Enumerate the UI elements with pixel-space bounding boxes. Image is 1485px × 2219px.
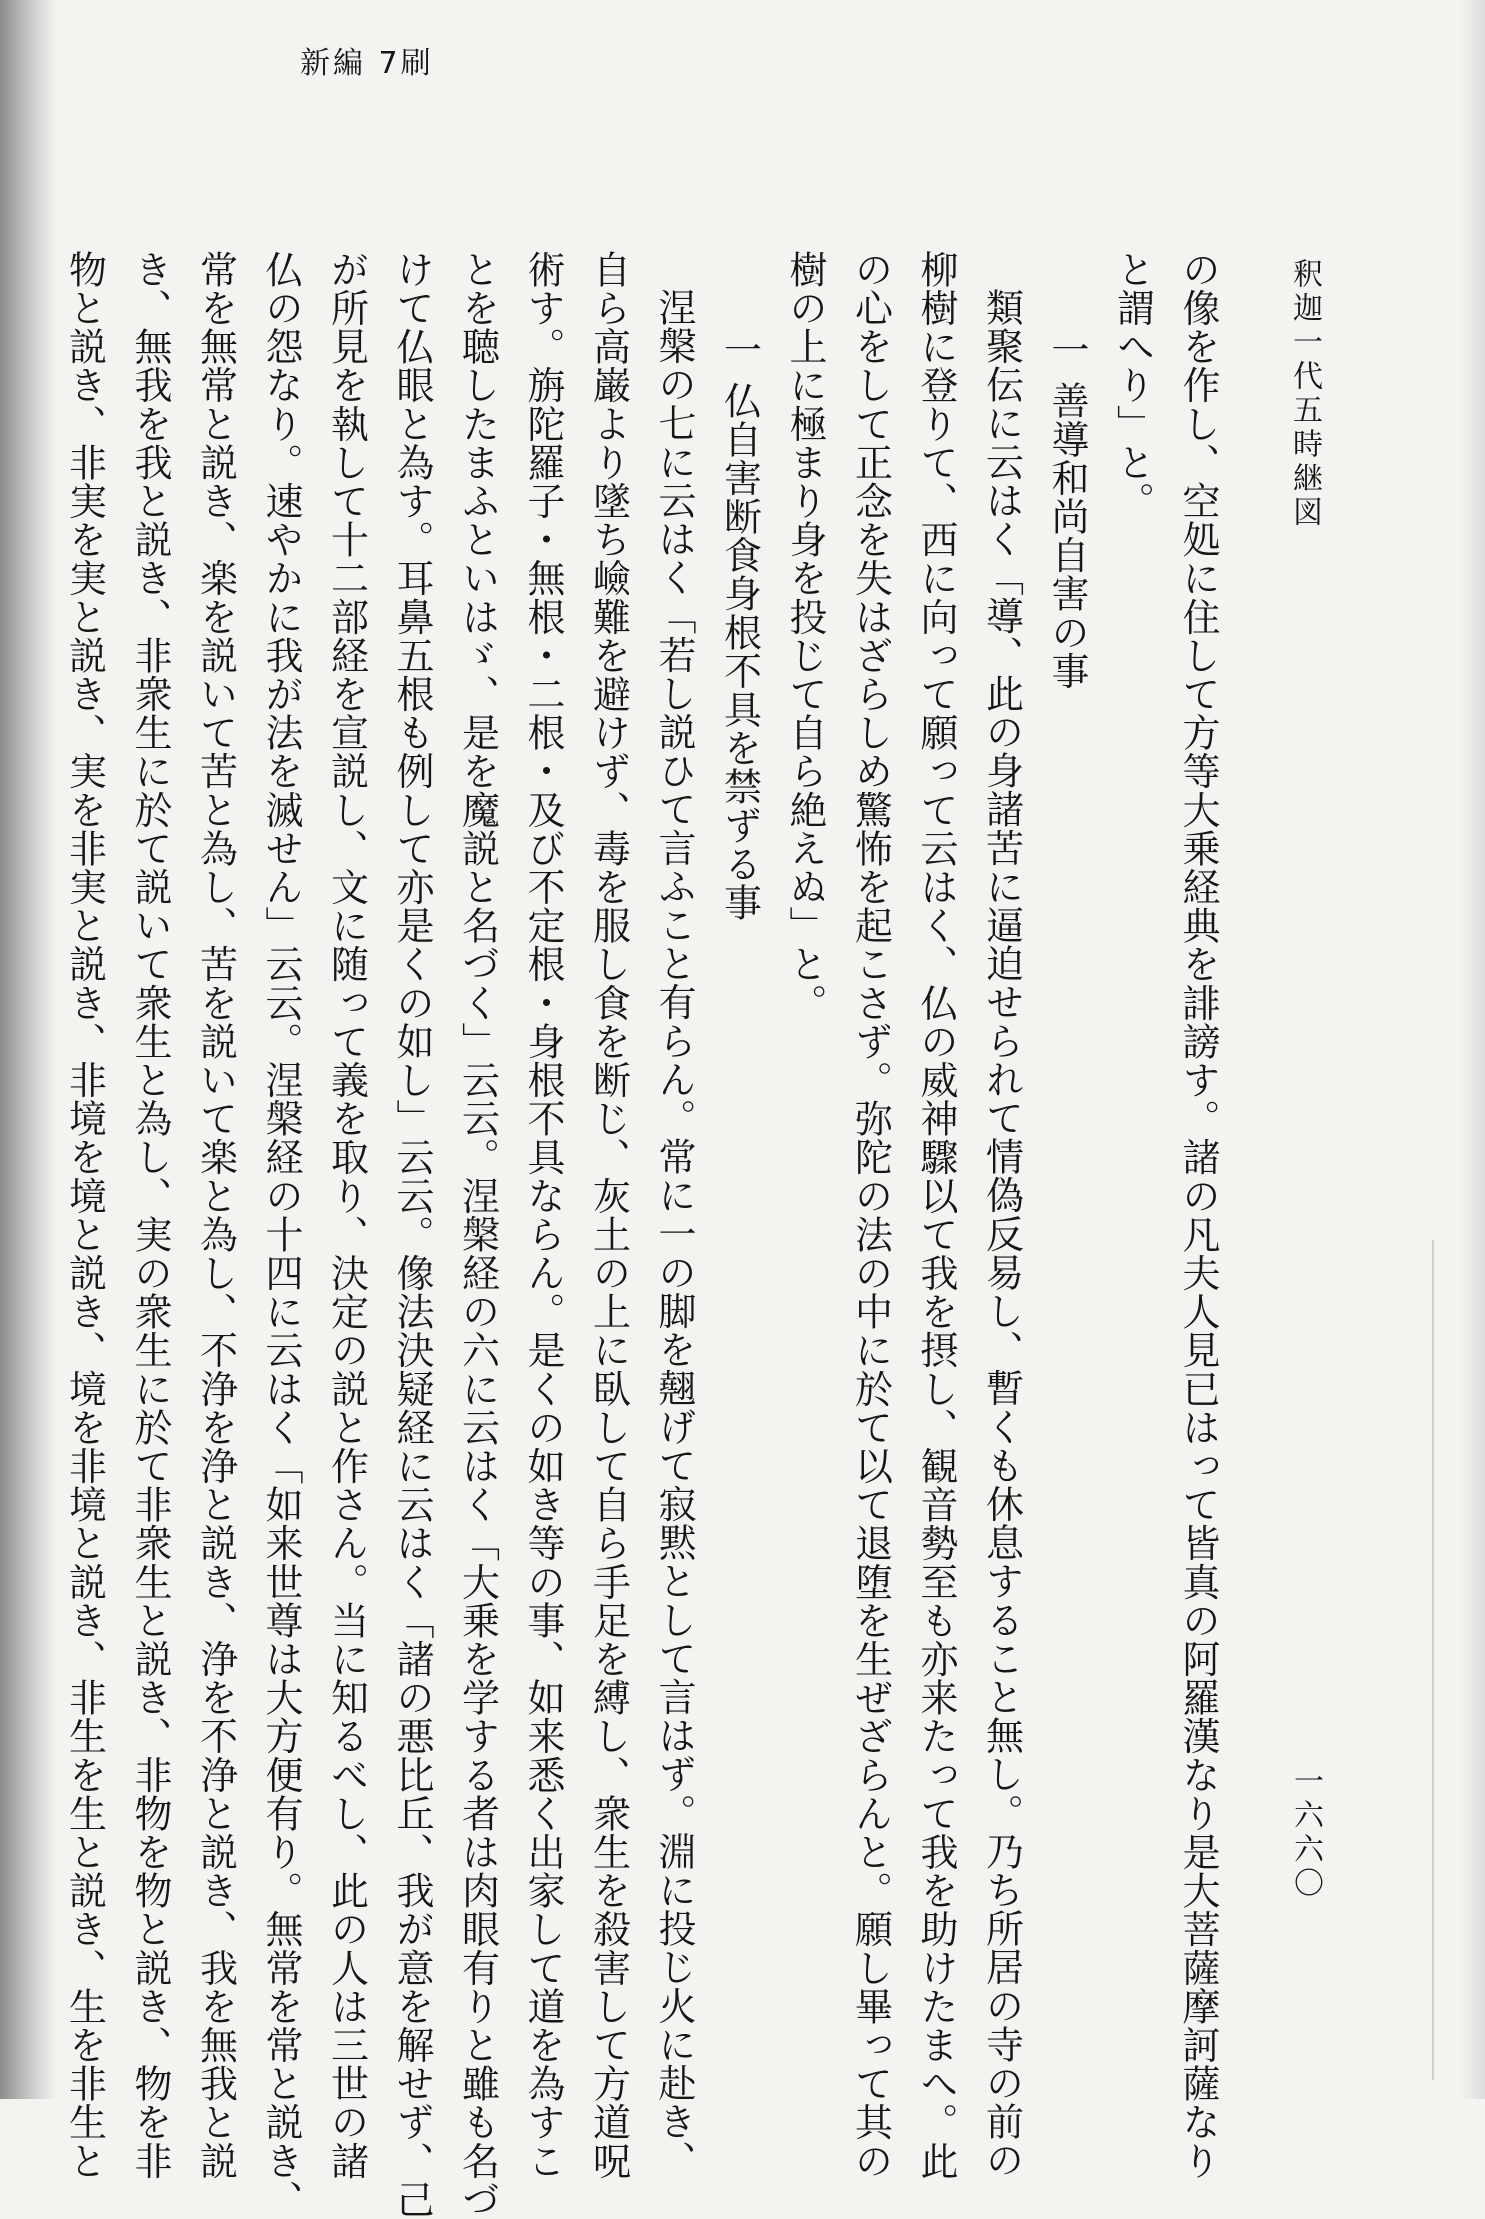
text-line: けて仏眼と為す。耳鼻五根も例して亦是くの如し」云云。像法決疑経に云はく「諸の悪比丘、我が意を解せず、己	[390, 250, 434, 2219]
text-line: き、無我を我と説き、非衆生に於て説いて衆生と為し、実の衆生に於て非衆生と説き、非物を物と説き、物を非	[128, 250, 172, 2180]
page-edge-line	[1432, 1240, 1434, 2080]
text-line: 柳樹に登りて、西に向って願って云はく、仏の威神驟以て我を摂し、観音勢至も亦来たって我を助けたまへ。此	[914, 250, 958, 2180]
text-line: の心をして正念を失はざらしめ驚怖を起こさず。弥陀の法の中に於て以て退堕を生ぜざらんと。願し畢って其の	[848, 250, 893, 2180]
text-line: が所見を執して十二部経を宣説し、文に随って義を取り、決定の説と作さん。当に知るべし、此の人は三世の諸	[324, 250, 369, 2180]
text-line: 類聚伝に云はく「導、此の身諸苦に逼迫せられて情偽反易し、暫くも休息すること無し。乃ち所居の寺の前の	[979, 288, 1024, 2180]
text-line: 涅槃の七に云はく「若し説ひて言ふこと有らん。常に一の脚を翹げて寂黙として言はず。淵に投じ火に赴き、	[652, 288, 696, 2180]
text-line: 物と説き、非実を実と説き、実を非実と説き、非境を境と説き、境を非境と説き、非生を生と説き、生を非生と	[62, 250, 107, 2180]
page-number: 一六六〇	[1288, 1765, 1323, 1901]
running-title: 釈迦一代五時継図	[1287, 258, 1322, 530]
text-line: の像を作し、空処に住して方等大乗経典を誹謗す。諸の凡夫人見已はって皆真の阿羅漢なり是大菩薩摩訶薩なり	[1176, 250, 1220, 2180]
text-line: とを聴したまふといはゞ、是を魔説と名づく」云云。涅槃経の六に云はく「大乗を学する者は肉眼有りと雖も名づ	[455, 250, 500, 2219]
binding-gutter-shadow	[0, 0, 56, 2099]
text-line: 自ら高巌より墜ち嶮難を避けず、毒を服し食を断じ、灰土の上に臥して自ら手足を縛し、衆生を殺害して方道呪	[586, 250, 631, 2180]
page-header-edition: 新編 7刷	[300, 46, 434, 81]
text-line: と謂へり」と。	[1110, 250, 1155, 521]
body-text	[62, 250, 1230, 2219]
text-line: 仏の怨なり。速やかに我が法を滅せん」云云。涅槃経の十四に云はく「如来世尊は大方便有り。無常を常と説き、	[259, 250, 303, 2219]
text-line: 常を無常と説き、楽を説いて苦と為し、苦を説いて楽と為し、不浄を浄と説き、浄を不浄と説き、我を無我と説	[193, 250, 238, 2180]
section-heading: 一 善導和尚自害の事	[1045, 330, 1089, 691]
text-line: 術す。旃陀羅子・無根・二根・及び不定根・身根不具ならん。是くの如き等の事、如来悉く出家して道を為すこ	[521, 250, 565, 2180]
section-heading: 一 仏自害断食身根不具を禁ずる事	[717, 330, 762, 922]
page-edge	[1459, 0, 1485, 2099]
text-line: 樹の上に極まり身を投じて自ら絶えぬ」と。	[783, 250, 827, 1022]
